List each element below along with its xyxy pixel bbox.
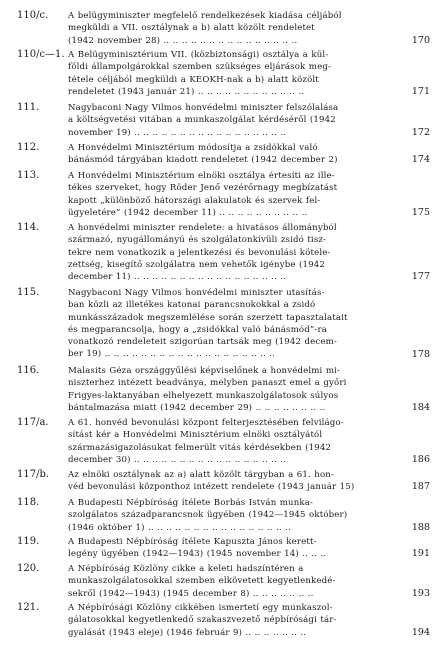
entry-number: 117/a. [17, 417, 49, 428]
entry-title-line: A Népbíróság Közlöny cikke a keleti hadszíntéren a [68, 564, 304, 574]
entry-title-line: bánásmód tárgyában kiadott rendeletet (1942 december 2) [68, 155, 338, 166]
entry-title-line: gálatosokkal kegyetlenkedő szakaszvezető népbírósági tár- [68, 615, 337, 626]
entry-title-line: a költségvetési vitában a munkaszolgálat kérdéséről (1942 [68, 115, 336, 126]
entry-title [68, 222, 404, 283]
entry-title-line: december 11) .. .. .. .. .. .. .. .. .. .. .. .. .. .. .. .. .. [68, 272, 287, 283]
entry-number: 116. [17, 365, 40, 376]
entry-page-number: 174 [411, 154, 430, 166]
entry-title-line: A honvédelmi miniszter rendelete: a hivatásos állományból [68, 223, 337, 233]
entry-title-line: sekről (1942—1943) (1945 december 8) .. .. .. .. .. .. .. [68, 588, 314, 599]
entry-page-number: 186 [411, 453, 430, 465]
entry-title-line: Az elnöki osztálynak az a) alatt közölt tárgyban a 61. hon- [68, 470, 335, 480]
entry-number: 119. [17, 536, 40, 547]
entry-title [68, 142, 404, 167]
entry-title-line: Malasits Géza országgyűlési képviselőnek a honvédelmi mi- [68, 366, 341, 376]
entry-number: 120. [17, 563, 40, 574]
entry-title-line: ban közli az illetékes katonai parancsnokokkal a zsidó [68, 300, 316, 311]
entry-title [68, 536, 404, 561]
entry-title-line: Nagybaconi Nagy Vilmos honvédelmi miniszter utasítás- [68, 288, 325, 298]
entry-title-line: december 30) .. .. .. .. .. .. .. .. .. .. .. .. .. .. .. .. .. [68, 454, 287, 465]
entry-title-line: A Honvédelmi Minisztérium módosítja a zsidókkal való [68, 143, 318, 153]
entry-title [68, 10, 404, 47]
entry-number: 110/c—1. [17, 49, 65, 60]
entry-number: 113. [17, 170, 40, 181]
entry-page-number: 188 [411, 521, 430, 533]
entry-number: 114. [17, 222, 40, 233]
entry-page-number: 172 [411, 126, 430, 138]
entry-page-number: 178 [411, 348, 430, 360]
entry-title [68, 365, 404, 414]
entry-title-line: kapott „különböző hátországi alakulatok és szervek fel- [68, 195, 321, 206]
entry-title-line: származó, nyugállományú és szolgálatonkívüli zsidó tisz- [68, 235, 327, 246]
entry-title-line: A 61. honvéd bevonulási központ felterjesztésében felvilágo- [68, 418, 344, 428]
entry-title-line: zettség, kisegítő szolgálatra nem vehetők igénybe (1942 [68, 259, 325, 270]
entry-title-line: Frigyes-laktanyában elhelyezett munkaszolgálatosok súlyos [68, 390, 339, 401]
entry-title [68, 563, 404, 600]
entry-number: 112. [17, 142, 40, 153]
entry-page-number: 191 [411, 548, 430, 560]
entry-number: 118. [17, 497, 40, 508]
entry-title-line: munkaszolgálatosokkal szemben elkövetett kegyetlenkedé- [68, 576, 336, 587]
entry-title-line: munkásszázadok megszemlélése során szerzett tapasztalatait [68, 312, 348, 323]
entry-title-line: földi állampolgárokkal szemben szükséges eljárások meg- [68, 62, 332, 73]
entry-title-line: A Budapesti Népbíróság ítélete Borbás István munka- [68, 498, 314, 508]
entry-title [68, 602, 404, 639]
entry-title [68, 497, 404, 534]
entry-page-number: 193 [411, 587, 430, 599]
entry-page-number: 175 [411, 206, 430, 218]
entry-page-number: 187 [411, 481, 430, 493]
entry-title-line: Nagybaconi Nagy Vilmos honvédelmi miniszter felszólalása [68, 103, 339, 113]
entry-title-line: A Népbírósági Közlöny cikkében ismertetí egy munkaszol- [68, 603, 333, 613]
entry-title-line: és megparancsolja, hogy a „zsidókkal való bánásmód”-ra [68, 324, 328, 335]
entry-title [68, 469, 404, 494]
entry-title-line: A Belügyminisztérium VII. (közbiztonsági) osztálya a kül- [68, 50, 329, 60]
entry-title-line: megküldi a VII. osztálynak a b) alatt közölt rendeletet [68, 23, 315, 34]
entry-page-number: 171 [411, 85, 430, 97]
entry-title [68, 170, 404, 219]
entry-title-line: vonatkozó rendeleteit szigorúan tartsák meg (1942 decem- [68, 337, 337, 348]
entry-title-line: (1946 október 1) .. .. .. .. .. .. .. .. .. .. .. .. .. .. .. .. [68, 522, 291, 533]
entry-title-line: szolgálatos századparancsnok ügyében (1942—1945 október) [68, 510, 348, 521]
entry-title-line: ber 19) .. .. .. .. .. .. .. .. .. .. .. .. .. .. .. .. .. .. .. [68, 349, 276, 360]
entry-title-line: tekre nem vonatkozik a jelentkezési és bevonulási kötele- [68, 247, 331, 258]
entry-title [68, 417, 404, 466]
entry-page-number: 194 [411, 626, 430, 638]
entry-title-line: rendeletet (1943 január 21) .. .. .. .. .. .. .. .. .. .. .. .. [68, 86, 305, 97]
entry-title [68, 287, 404, 361]
entry-number: 121. [17, 602, 40, 613]
entry-title-line: niszterhez intézett beadványa, melyben panaszt emel a győri [68, 378, 347, 389]
entry-number: 111. [17, 102, 40, 113]
entry-page-number: 177 [411, 271, 430, 283]
entry-number: 115. [17, 287, 40, 298]
entry-title-line: A Honvédelmi Minisztérium elnöki osztálya értesíti az ille- [68, 171, 335, 181]
entry-title-line: tétele céljából megküldi a KEOKH-nak a b) alatt közölt [68, 74, 319, 85]
entry-title-line: bántalmazása miatt (1942 december 29) .. .. .. .. .. .. .. .. [68, 402, 326, 413]
entry-title-line: sítást kér a Honvédelmi Minisztérium elnöki osztályától [68, 430, 323, 441]
entry-title-line: gyalását (1943 eleje) (1946 február 9) .. .. .. .. .. .. .. [68, 627, 307, 638]
entry-title-line: legény ügyében (1942—1943) (1945 november 14) .. .. .. [68, 549, 327, 560]
entry-number: 117/b. [17, 469, 50, 480]
entry-title-line: származásigazolásukat felmerült vitás kérdésekben (1942 [68, 442, 332, 453]
entry-title-line: (1942 november 28) .. .. .. .. .. .. .. .. .. .. .. .. .. .. .. [68, 35, 298, 46]
entry-page-number: 184 [411, 401, 430, 413]
entry-title-line: véd bevonulási központhoz intézett rendelete (1943 január 15) [68, 482, 355, 493]
entry-title [68, 49, 404, 98]
entry-title-line: A Budapesti Népbíróság ítélete Kapuszta János kerett- [68, 537, 317, 547]
entry-title-line: november 19) .. .. .. .. .. .. .. .. .. .. .. .. .. .. .. .. .. [68, 127, 287, 138]
entry-page-number: 170 [411, 34, 430, 46]
entry-title-line: A belügyminiszter megfelelő rendelkezések kiadása céljából [68, 11, 342, 21]
entry-title-line: tékes szerveket, hogy Röder Jenő vezérőrnagy megbízatást [68, 183, 338, 194]
entry-number: 110/c. [17, 10, 49, 21]
entry-title [68, 102, 404, 139]
entry-title-line: ügyeletére” (1942 december 11) .. .. .. .. .. .. .. .. .. .. [68, 207, 308, 218]
